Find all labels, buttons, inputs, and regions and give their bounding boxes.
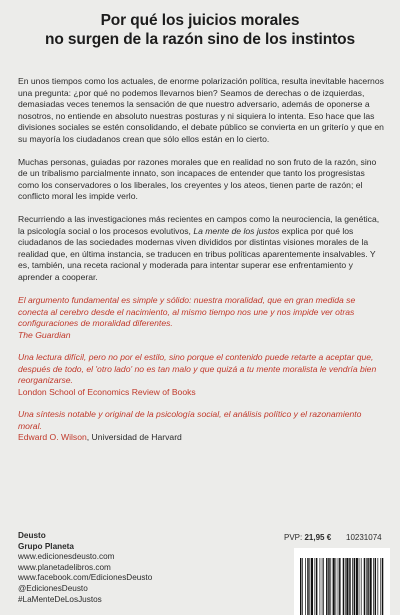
publisher-link: www.facebook.com/EdicionesDeusto [18,573,153,583]
publisher-name: Deusto [18,531,46,540]
p3-end: explica por qué los ciudadanos de las sociedades modernas viven divididos por distintas visiones morales de la realidad que, en última instancia, se traducen en tribus políticas aparentemente insalvables. Y es, también, una receta racional y moderada para intentar superar ese enfrentamiento y aprender a cooperar. [18,225,376,282]
barcode-bar [323,558,324,615]
barcode-bar [367,558,368,615]
barcode-bar [349,558,350,615]
back-cover-title [0,11,400,49]
barcode-bar [359,558,360,615]
review-quote [18,352,386,398]
barcode-bar [305,558,306,615]
barcode-bar [309,558,310,615]
quote-source: Edward O. Wilson [18,432,87,442]
barcode-bar [380,558,381,615]
title-line-1: Por qué los juicios morales [100,12,300,29]
publisher-link: @EdicionesDeusto [18,583,88,593]
quote-source: The Guardian [18,329,71,340]
synopsis [18,76,386,295]
barcode-bar [307,558,308,615]
product-code: 10231074 [346,533,382,542]
publisher-link: #LaMenteDeLosJustos [18,594,102,604]
barcode-bar [343,558,344,615]
barcode-bar [328,558,329,615]
publisher-group: Grupo Planeta [18,541,74,551]
barcode-bar [322,558,323,615]
quote-text: Una lectura difícil, pero no por el estilo, sino porque el contenido puede retarte a aceptar que, después de todo, el 'otro lado' no es tan malo y que quizá a tu mente moralista le vendría bien reorganizarse. [18,352,377,385]
barcode-bar [356,558,358,615]
barcode-bar [335,558,336,615]
barcode-bar [339,558,340,615]
barcode-bar [364,558,365,615]
barcode-bar [316,558,317,615]
quote-attribution [18,432,386,444]
book-title-inline: La mente de los justos [193,225,280,236]
price [284,533,331,542]
barcode-bar [382,558,383,615]
synopsis-paragraph-2: Muchas personas, guiadas por razones morales que en realidad no son fruto de la razón, sino de un tribalismo parcialmente innato, son incapaces de entender que tanto los progresistas como los conservadores o los liberales, los creyentes y los ateos, tienen parte de razón; el conflicto moral les impide verlo. [18,156,377,201]
quote-text: Una síntesis notable y original de la psicología social, el análisis político y el razonamiento moral. [18,409,362,431]
barcode-bar [345,558,346,615]
synopsis-paragraph-3 [18,214,386,283]
barcode-bar [302,558,303,615]
barcode-bar [311,558,313,615]
barcode-bar [346,558,348,615]
barcode-bar [300,558,301,615]
barcode-bar [314,558,315,615]
quote-text: El argumento fundamental es simple y sólido: nuestra moralidad, que en gran medida se conecta al cerebro desde el nacimiento, al mismo tiempo nos une y nos impide ver otras configuraciones de moralidad diferentes. [18,295,356,328]
publisher-footer [18,531,152,605]
barcode-bar [366,558,367,615]
barcode-bar [320,558,321,615]
barcode-bar [375,558,376,615]
review-quotes [18,295,386,455]
barcode [294,548,390,615]
quote-affiliation: , Universidad de Harvard [86,432,182,442]
review-quote [18,295,386,341]
price-value: 21,95 € [304,533,332,542]
synopsis-paragraph-1: En unos tiempos como los actuales, de enorme polarización política, resulta inevitable hacernos una pregunta: ¿por qué no podemos llevarnos bien? Seamos de derechas o de izquierdas, demasiadas veces tenemos la sensación de que nuestro adversario, además de oponerse a nosotros, no entiende en absoluto nuestras posturas y ni siquiera lo intenta. Eso hace que las divisiones sociales se estén consolidando, el debate público se convierta en un griterío y que en su mayoría los ciudadanos crean que sólo ellos están en lo cierto. [18,76,384,144]
barcode-bar [354,558,355,615]
barcode-bar [326,558,327,615]
price-label: PVP: [284,533,305,542]
barcode-bar [373,558,374,615]
review-quote [18,409,386,444]
barcode-bar [377,558,378,615]
barcode-bar [361,558,362,615]
p3-start: Recurriendo a las investigaciones más recientes en campos como la neurociencia, la genética, la psicología social o los procesos evolutivos, [18,214,380,236]
barcode-bar [370,558,372,615]
barcode-bar [333,558,335,615]
publisher-link: www.planetadelibros.com [18,562,111,572]
quote-source: London School of Economics Review of Books [18,386,196,397]
barcode-bar [330,558,331,615]
publisher-link: www.edicionesdeusto.com [18,552,115,562]
barcode-graphic [294,548,390,615]
barcode-bar [352,558,353,615]
title-line-2: no surgen de la razón sino de los instintos [44,31,356,48]
barcode-bar [338,558,339,615]
